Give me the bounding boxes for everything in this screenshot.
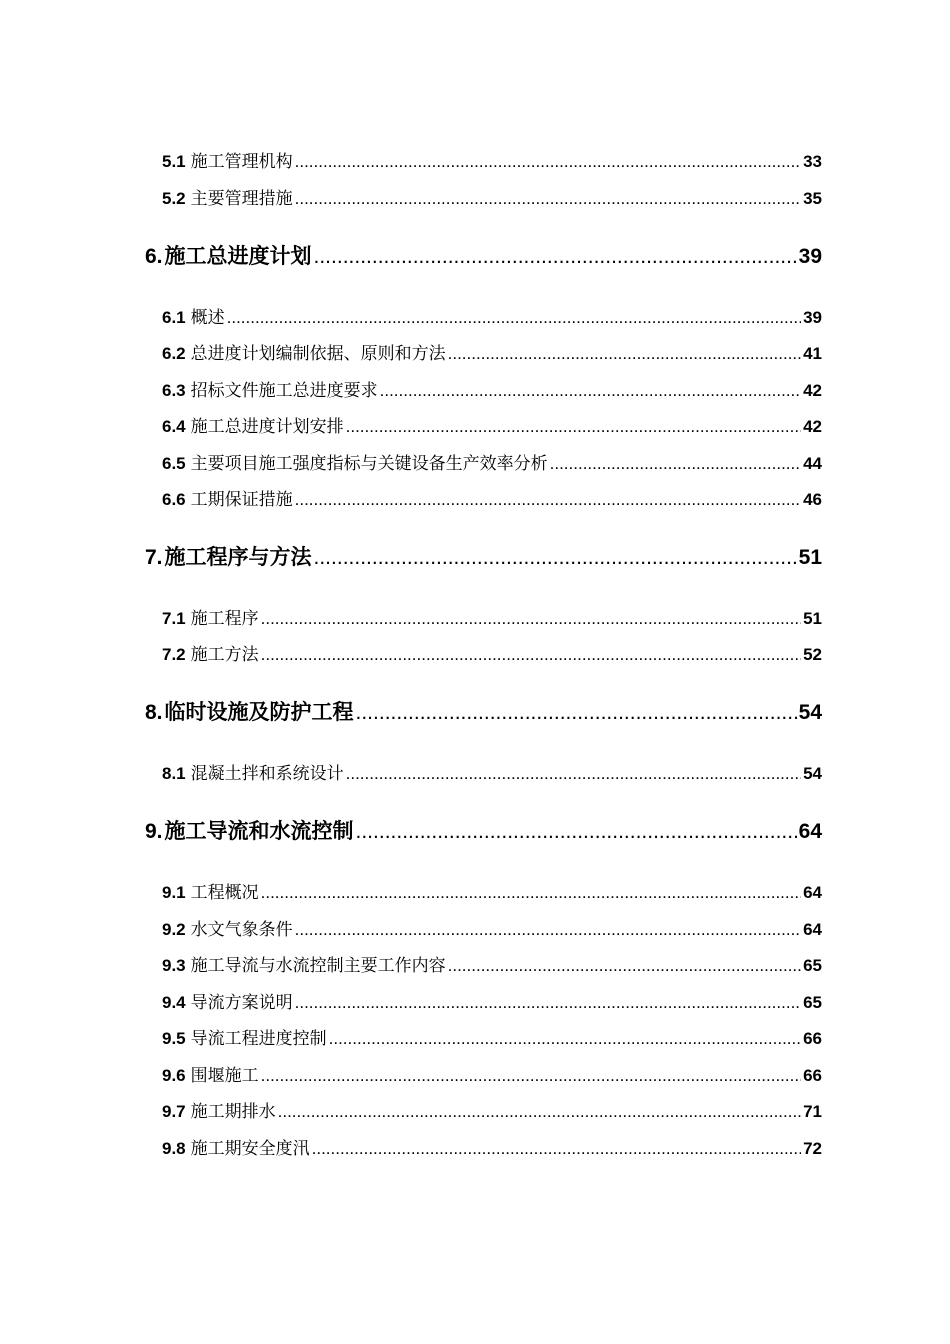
toc-page-number: 35: [803, 189, 822, 208]
dot-leader: [380, 381, 801, 401]
toc-number: 9.4: [162, 993, 186, 1012]
toc-entry-7-1[interactable]: [162, 604, 822, 629]
toc-number: 9.7: [162, 1102, 186, 1121]
toc-number: 8.: [145, 701, 163, 724]
toc-number: 6.5: [162, 454, 186, 473]
toc-title: 工期保证措施: [190, 490, 293, 509]
toc-entry-9-7[interactable]: [162, 1097, 822, 1122]
dot-leader: [356, 701, 797, 725]
toc-number: 6.3: [162, 381, 186, 400]
toc-page-number: 51: [803, 609, 822, 628]
dot-leader: [346, 764, 801, 784]
toc-page-number: 64: [798, 820, 822, 843]
dot-leader: [278, 1102, 801, 1122]
toc-page-number: 64: [803, 883, 822, 902]
toc-number: 7.2: [162, 645, 186, 664]
dot-leader: [261, 1066, 801, 1086]
toc-title: 概述: [190, 308, 225, 327]
toc-number: 5.1: [162, 152, 186, 171]
toc-number: 7.: [145, 546, 163, 569]
toc-page-number: 41: [803, 344, 822, 363]
toc-title: 水文气象条件: [190, 920, 293, 939]
toc-entry-5-1[interactable]: [162, 147, 822, 172]
toc-number: 6.4: [162, 417, 186, 436]
toc-entry-9-2[interactable]: [162, 915, 822, 940]
toc-entry-9-6[interactable]: [162, 1061, 822, 1086]
toc-number: 9.5: [162, 1029, 186, 1048]
dot-leader: [295, 993, 801, 1013]
toc-entry-8-1[interactable]: [162, 759, 822, 784]
toc-title: 主要项目施工强度指标与关键设备生产效率分析: [190, 454, 548, 473]
toc-page-number: 51: [798, 546, 822, 569]
toc-page-number: 52: [803, 645, 822, 664]
toc-page-number: 71: [803, 1102, 822, 1121]
dot-leader: [261, 609, 801, 629]
toc-entry-9-1[interactable]: [162, 878, 822, 903]
dot-leader: [295, 152, 801, 172]
toc-title: 施工期排水: [190, 1102, 276, 1121]
toc-title: 施工管理机构: [190, 152, 293, 171]
toc-number: 9.8: [162, 1139, 186, 1158]
toc-number: 9.6: [162, 1066, 186, 1085]
toc-title: 总进度计划编制依据、原则和方法: [190, 344, 446, 363]
toc-title: 施工总进度计划: [164, 245, 312, 268]
toc-section-6[interactable]: [145, 240, 822, 270]
toc-title: 施工程序: [190, 609, 259, 628]
dot-leader: [312, 1139, 801, 1159]
toc-page-number: 65: [803, 956, 822, 975]
toc-number: 6.1: [162, 308, 186, 327]
dot-leader: [356, 820, 797, 844]
dot-leader: [314, 245, 797, 269]
toc-number: 6.6: [162, 490, 186, 509]
dot-leader: [261, 883, 801, 903]
toc-title: 导流方案说明: [190, 993, 293, 1012]
toc-title: 围堰施工: [190, 1066, 259, 1085]
toc-title: 施工总进度计划安排: [190, 417, 344, 436]
toc-entry-6-5[interactable]: [162, 449, 822, 474]
toc-page-number: 66: [803, 1066, 822, 1085]
toc-page-number: 72: [803, 1139, 822, 1158]
toc-title: 工程概况: [190, 883, 259, 902]
toc-page-number: 54: [803, 764, 822, 783]
dot-leader: [329, 1029, 801, 1049]
toc-page-number: 64: [803, 920, 822, 939]
toc-title: 施工方法: [190, 645, 259, 664]
toc-page-number: 33: [803, 152, 822, 171]
dot-leader: [261, 645, 801, 665]
toc-entry-6-2[interactable]: [162, 339, 822, 364]
toc-entry-6-1[interactable]: [162, 303, 822, 328]
dot-leader: [314, 546, 797, 570]
toc-entry-6-3[interactable]: [162, 376, 822, 401]
toc-number: 9.1: [162, 883, 186, 902]
dot-leader: [295, 490, 801, 510]
toc-number: 9.3: [162, 956, 186, 975]
dot-leader: [295, 189, 801, 209]
toc-page-number: 44: [803, 454, 822, 473]
toc-title: 施工期安全度汛: [190, 1139, 310, 1158]
toc-entry-6-6[interactable]: [162, 485, 822, 510]
toc-section-7[interactable]: [145, 541, 822, 571]
toc-title: 施工导流与水流控制主要工作内容: [190, 956, 446, 975]
toc-page-number: 46: [803, 490, 822, 509]
toc-number: 9.: [145, 820, 163, 843]
toc-entry-6-4[interactable]: [162, 412, 822, 437]
dot-leader: [295, 920, 801, 940]
toc-number: 8.1: [162, 764, 186, 783]
toc-number: 5.2: [162, 189, 186, 208]
dot-leader: [448, 956, 801, 976]
toc-entry-7-2[interactable]: [162, 640, 822, 665]
toc-number: 9.2: [162, 920, 186, 939]
toc-entry-9-8[interactable]: [162, 1134, 822, 1159]
toc-number: 6.: [145, 245, 163, 268]
toc-title: 临时设施及防护工程: [164, 701, 354, 724]
toc-title: 导流工程进度控制: [190, 1029, 327, 1048]
toc-section-8[interactable]: [145, 696, 822, 726]
toc-number: 6.2: [162, 344, 186, 363]
toc-title: 主要管理措施: [190, 189, 293, 208]
toc-page-number: 39: [803, 308, 822, 327]
toc-page-number: 39: [798, 245, 822, 268]
toc-page-number: 66: [803, 1029, 822, 1048]
toc-entry-9-5[interactable]: [162, 1024, 822, 1049]
toc-title: 混凝土拌和系统设计: [190, 764, 344, 783]
dot-leader: [227, 308, 801, 328]
toc-entry-9-3[interactable]: [162, 951, 822, 976]
toc-section-9[interactable]: [145, 815, 822, 845]
toc-entry-9-4[interactable]: [162, 988, 822, 1013]
toc-page-number: 54: [798, 701, 822, 724]
toc-title: 招标文件施工总进度要求: [190, 381, 378, 400]
toc-title: 施工程序与方法: [164, 546, 312, 569]
toc-page-number: 42: [803, 381, 822, 400]
toc-number: 7.1: [162, 609, 186, 628]
dot-leader: [448, 344, 801, 364]
toc-page-number: 65: [803, 993, 822, 1012]
toc-page-number: 42: [803, 417, 822, 436]
dot-leader: [550, 454, 801, 474]
dot-leader: [346, 417, 801, 437]
toc-title: 施工导流和水流控制: [164, 820, 354, 843]
toc-entry-5-2[interactable]: [162, 184, 822, 209]
